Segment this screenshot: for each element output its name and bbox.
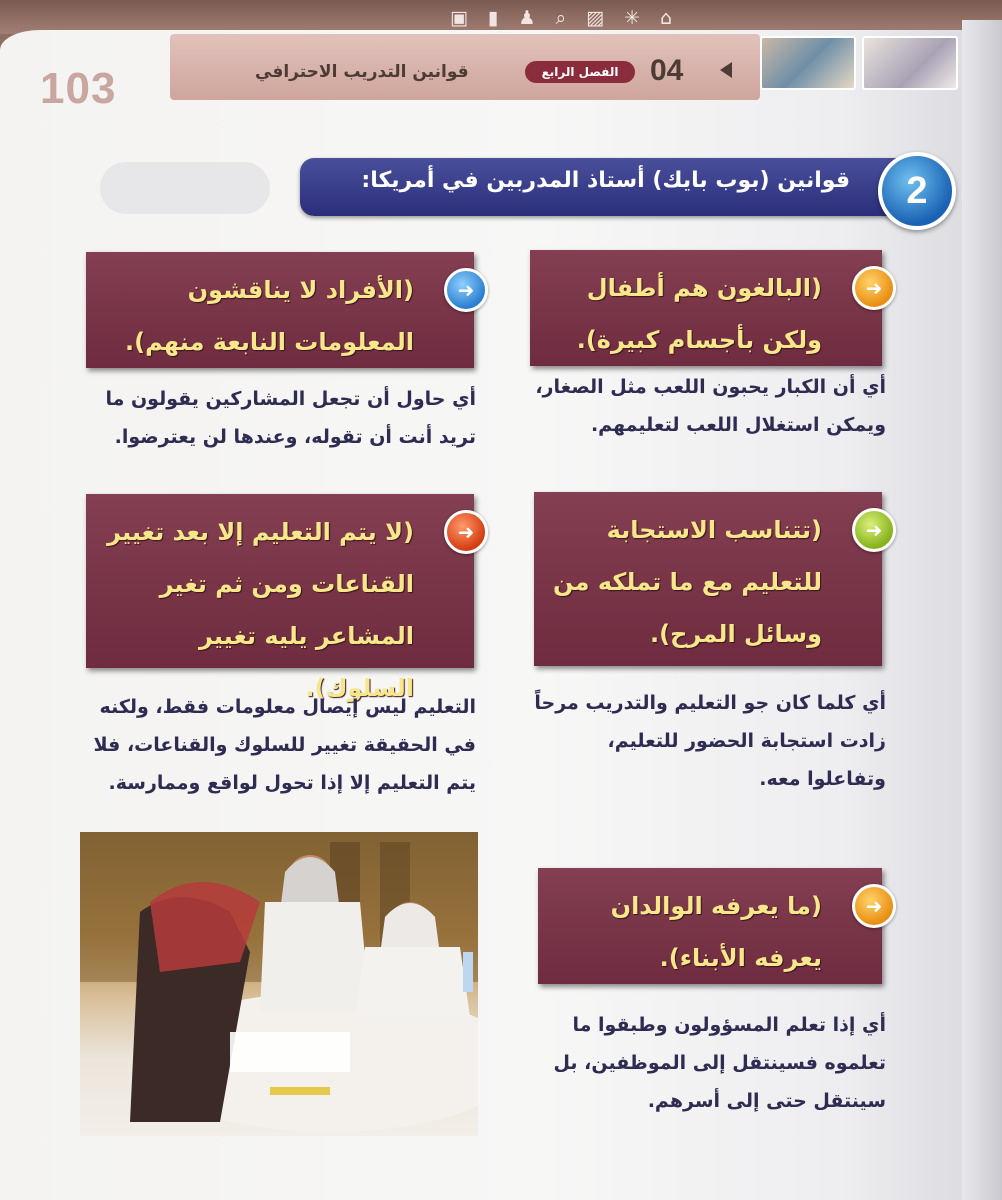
law-box-2: [86, 252, 474, 368]
law-box-3: [534, 492, 882, 666]
training-photo: [80, 832, 478, 1136]
law-description-5: أي إذا تعلم المسؤولون وطبقوا ما تعلموه فسينتقل إلى الموظفين، بل سينتقل حتى إلى أسرهم.: [553, 1014, 886, 1112]
arrow-left-icon: ➜: [444, 510, 488, 554]
law-description-3: أي كلما كان جو التعليم والتدريب مرحاً زادت استجابة الحضور للتعليم، وتفاعلوا معه.: [534, 692, 886, 790]
arrow-left-icon: ➜: [852, 884, 896, 928]
law-box-5: [538, 868, 882, 984]
search-icon: ⌕: [555, 7, 567, 29]
faded-background-badge: [100, 162, 270, 214]
arrow-left-icon: ➜: [852, 508, 896, 552]
law-title-5: (ما يعرفه الوالدان يعرفه الأبناء).: [610, 892, 822, 972]
section-title: قوانين (بوب بايك) أستاذ المدربين في أمريكا:: [361, 168, 850, 193]
arrow-left-icon: ➜: [444, 268, 488, 312]
toolbar-icons: [450, 8, 672, 28]
person-icon: ♟: [518, 7, 536, 29]
chapter-title: قوانين التدريب الاحترافي: [255, 62, 469, 82]
law-title-4: (لا يتم التعليم إلا بعد تغيير القناعات ومن ثم تغير المشاعر يليه تغيير السلوك).: [107, 518, 414, 702]
arrow-left-icon: ➜: [852, 266, 896, 310]
chapter-arrow-icon: [720, 62, 732, 78]
law-title-3: (تتناسب الاستجابة للتعليم مع ما تملكه من وسائل المرح).: [553, 516, 822, 648]
home-icon: ⌂: [659, 7, 673, 29]
play-icon: ▣: [450, 7, 468, 29]
image-icon: ▨: [586, 7, 605, 29]
law-box-1: [530, 250, 882, 366]
page-edge: [962, 20, 1002, 1200]
chapter-number: 04: [650, 54, 684, 87]
section-number-badge: 2: [878, 152, 956, 230]
page-number: 103: [40, 64, 117, 113]
chapter-label-pill: الفصل الرابع: [525, 61, 635, 83]
header-photo-writing: [862, 36, 958, 90]
chart-icon: ▮: [487, 7, 499, 29]
law-box-4: [86, 494, 475, 702]
law-title-1: (البالغون هم أطفال ولكن بأجسام كبيرة).: [576, 274, 822, 354]
header-photo-classroom: [760, 36, 856, 90]
law-description-2: أي حاول أن تجعل المشاركين يقولون ما تريد أنت أن تقوله، وعندها لن يعترضوا.: [105, 388, 476, 448]
law-description-1: أي أن الكبار يحبون اللعب مثل الصغار، ويمكن استغلال اللعب لتعليمهم.: [535, 376, 886, 436]
law-title-2: (الأفراد لا يناقشون المعلومات النابعة منهم).: [125, 276, 414, 356]
sparkle-icon: ✳: [624, 7, 640, 29]
training-photo-illustration: [80, 832, 478, 1136]
law-description-4: التعليم ليس إيصال معلومات فقط، ولكنه في الحقيقة تغيير للسلوك والقناعات، فلا يتم التعليم إلا إذا تحول لواقع وممارسة.: [93, 696, 476, 794]
